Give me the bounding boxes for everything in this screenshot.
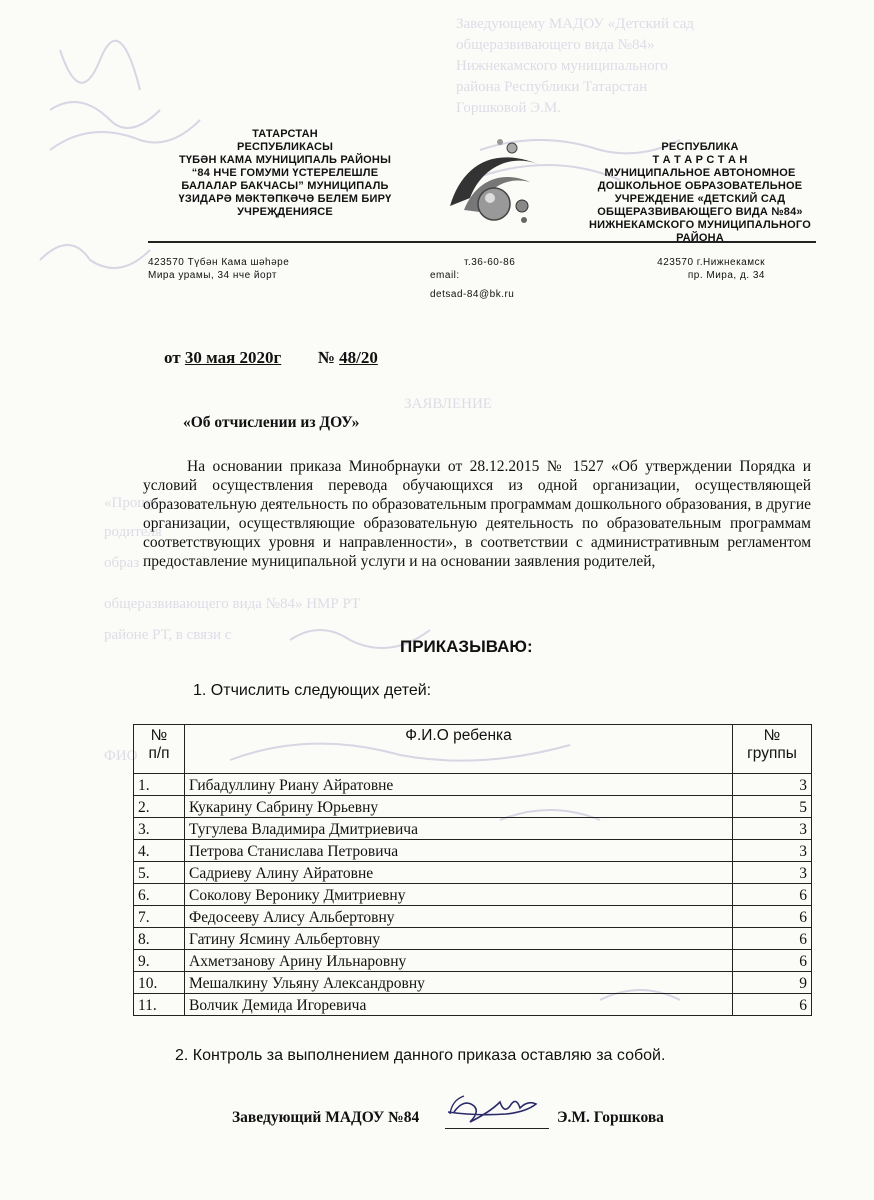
order-number: 48/20 xyxy=(339,348,378,367)
row-number: 11. xyxy=(134,994,185,1016)
row-child-name: Федосееву Алису Альбертовну xyxy=(185,906,733,928)
row-child-name: Гибадуллину Риану Айратовне xyxy=(185,774,733,796)
address-left-line-1: 423570 Түбән Кама шәһәре xyxy=(148,257,290,268)
row-number: 3. xyxy=(134,818,185,840)
row-child-name: Гатину Ясмину Альбертовну xyxy=(185,928,733,950)
row-number: 7. xyxy=(134,906,185,928)
order-item-1: 1. Отчислить следующих детей: xyxy=(193,682,432,699)
header-left-line: ТАТАРСТАН xyxy=(252,128,318,140)
header-right-block xyxy=(570,141,830,245)
order-title: «Об отчислении из ДОУ» xyxy=(183,414,360,431)
header-right-line: Т А Т А Р С Т А Н xyxy=(652,154,748,166)
row-number: 6. xyxy=(134,884,185,906)
bleed-through-line: «Прошу xyxy=(104,495,157,511)
bleed-line: района Республики Татарстан xyxy=(456,79,648,95)
header-left-line: УЧРЕҖДЕНИЯСЕ xyxy=(237,206,333,218)
order-command: ПРИКАЗЫВАЮ: xyxy=(400,637,533,656)
bleed-through-line: родителя xyxy=(104,524,162,540)
row-group: 6 xyxy=(733,884,812,906)
row-number: 10. xyxy=(134,972,185,994)
row-number: 1. xyxy=(134,774,185,796)
contact-center xyxy=(430,256,515,301)
table-row xyxy=(134,840,812,862)
bleed-through-line: образ xyxy=(104,555,140,571)
address-left-line-2: Мира урамы, 34 нче йорт xyxy=(148,270,277,281)
header-left-line: РЕСПУБЛИКАСЫ xyxy=(236,141,334,153)
table-row xyxy=(134,928,812,950)
signature-position: Заведующий МАДОУ №84 xyxy=(232,1109,420,1126)
table-header-row xyxy=(134,725,812,774)
row-group: 6 xyxy=(733,928,812,950)
bleed-line: общеразвивающего вида №84» xyxy=(456,37,655,53)
header-right-line: ОБЩЕРАЗВИВАЮЩЕГО ВИДА №84» xyxy=(597,206,803,218)
header-right-line: РАЙОНА xyxy=(676,232,724,244)
row-child-name: Соколову Веронику Дмитриевну xyxy=(185,884,733,906)
kindergarten-logo xyxy=(442,136,542,232)
header-cell-name xyxy=(185,725,733,774)
bleed-line: Заведующему МАДОУ «Детский сад xyxy=(456,16,694,32)
row-number: 8. xyxy=(134,928,185,950)
row-group: 5 xyxy=(733,796,812,818)
row-group: 6 xyxy=(733,994,812,1016)
table-row xyxy=(134,862,812,884)
signature-name: Э.М. Горшкова xyxy=(557,1109,664,1126)
address-right-line-2: пр. Мира, д. 34 xyxy=(687,270,765,281)
header-name-label: Ф.И.О ребенка xyxy=(405,727,512,744)
table-row xyxy=(134,796,812,818)
header-group-label: № группы xyxy=(747,727,797,762)
bleed-line: Нижнекамского муниципального xyxy=(456,58,668,74)
row-group: 6 xyxy=(733,950,812,972)
table-row xyxy=(134,994,812,1016)
order-date: 30 мая 2020г xyxy=(184,348,282,367)
table-row xyxy=(134,818,812,840)
row-child-name: Ахметзанову Арину Ильнаровну xyxy=(185,950,733,972)
row-group: 3 xyxy=(733,774,812,796)
header-divider xyxy=(148,241,816,243)
row-group: 9 xyxy=(733,972,812,994)
table-row xyxy=(134,774,812,796)
email-address[interactable]: detsad-84@bk.ru xyxy=(430,289,515,300)
row-group: 3 xyxy=(733,840,812,862)
header-left-block xyxy=(150,128,420,219)
bleed-through-line: общеразвивающего вида №84» НМР РТ xyxy=(104,596,361,612)
row-group: 3 xyxy=(733,862,812,884)
header-left-line: БАЛАЛАР БАКЧАСЫ” МУНИЦИПАЛЬ xyxy=(181,180,389,192)
header-cell-group xyxy=(733,725,812,774)
address-left xyxy=(148,256,289,282)
table-row xyxy=(134,950,812,972)
table-row xyxy=(134,906,812,928)
header-left-line: ТҮБӘН КАМА МУНИЦИПАЛЬ РАЙОНЫ xyxy=(178,154,392,166)
header-left-line: “84 НЧЕ ГОМУМИ ҮСТЕРЕЛЕШЛЕ xyxy=(191,167,379,179)
bleed-line: Горшковой Э.М. xyxy=(456,100,561,116)
row-child-name: Садриеву Алину Айратовне xyxy=(185,862,733,884)
row-group: 3 xyxy=(733,818,812,840)
row-number: 2. xyxy=(134,796,185,818)
address-right-line-1: 423570 г.Нижнекамск xyxy=(657,257,765,268)
phone-number: т.36-60-86 xyxy=(464,257,516,268)
header-right-line: НИЖНЕКАМСКОГО МУНИЦИПАЛЬНОГО xyxy=(589,219,811,231)
header-right-line: РЕСПУБЛИКА xyxy=(661,141,739,153)
header-cell-number xyxy=(134,725,185,774)
row-number: 9. xyxy=(134,950,185,972)
order-date-number xyxy=(164,348,378,368)
email-label: email: xyxy=(430,270,460,281)
table-row xyxy=(134,884,812,906)
date-prefix: от xyxy=(164,348,181,367)
bleed-through-line: районе РТ, в связи с xyxy=(104,627,232,643)
number-prefix: № xyxy=(317,348,335,367)
row-child-name: Петрова Станислава Петровича xyxy=(185,840,733,862)
row-child-name: Кукарину Сабрину Юрьевну xyxy=(185,796,733,818)
address-right xyxy=(635,256,765,282)
children-table xyxy=(133,724,812,1016)
header-right-line: УЧРЕЖДЕНИЕ «ДЕТСКИЙ САД xyxy=(614,193,786,205)
order-preamble: На основании приказа Минобрнауки от 28.12.2015 № 1527 «Об утверждении Порядка и условий осуществления перевода обучающихся из одной организации, осуществляющей образовательную деятельность по образовательным программам дошкольного образования, в другие организации, осуществляющие образовательную деятельность по образовательным программам соответствующих уровня и направленности», в соответствии с административным регламентом предоставление муниципальной услуги и на основании заявления родителей, xyxy=(143,458,811,570)
header-left-line: ҮЗИДАРӘ МӘКТӘПКӘЧӘ БЕЛЕМ БИРҮ xyxy=(178,193,392,205)
row-child-name: Волчик Демида Игоревича xyxy=(185,994,733,1016)
bleed-through-title: ЗАЯВЛЕНИЕ xyxy=(404,396,492,412)
header-number-label: № п/п xyxy=(148,727,170,762)
row-group: 6 xyxy=(733,906,812,928)
row-number: 4. xyxy=(134,840,185,862)
handwritten-signature xyxy=(440,1090,550,1134)
row-child-name: Мешалкину Ульяну Александровну xyxy=(185,972,733,994)
table-row xyxy=(134,972,812,994)
row-number: 5. xyxy=(134,862,185,884)
header-right-line: ДОШКОЛЬНОЕ ОБРАЗОВАТЕЛЬНОЕ xyxy=(597,180,803,192)
order-item-2: 2. Контроль за выполнением данного приказа оставляю за собой. xyxy=(175,1047,666,1064)
header-right-line: МУНИЦИПАЛЬНОЕ АВТОНОМНОЕ xyxy=(604,167,796,179)
bleed-through-line: ФИО xyxy=(104,748,138,764)
row-child-name: Тугулева Владимира Дмитриевича xyxy=(185,818,733,840)
